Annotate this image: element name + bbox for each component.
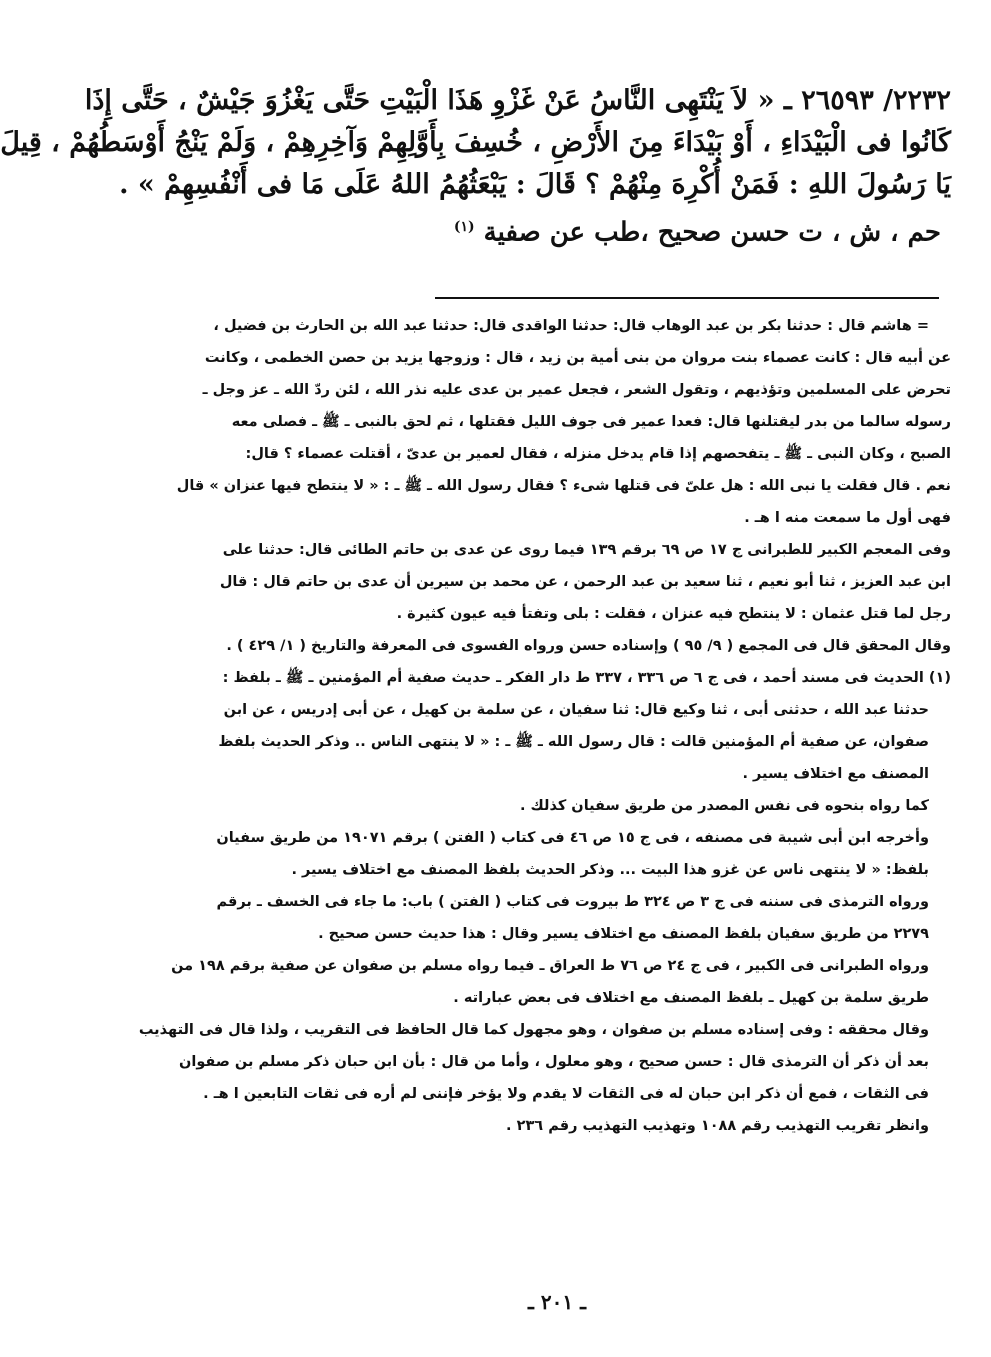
hadith-line: يَا رَسُولَ اللهِ : فَمَنْ أُكْرِهَ مِنْهُمْ ؟ قَالَ : يَبْعَثُهُمُ اللهُ عَلَى مَا فى أَنْفُسِهِمْ » . [119, 169, 951, 200]
footnote-line: ورواه الطبرانى فى الكبير ، فى ج ٢٤ ص ٧٦ ط العراق ـ فيما رواه مسلم بن صفوان عن صفية برقم ١٩٨ من [171, 958, 929, 974]
footnote-line: رجل لما قتل عثمان : لا ينتطح فيه عنزان ، فقلت : بلى وتفتأ فيه عيون كثيرة . [396, 606, 951, 622]
footnote-line: ٢٢٧٩ من طريق سفيان بلفظ المصنف مع اختلاف يسير وقال : هذا حديث حسن صحيح . [318, 926, 929, 942]
footnote-line: الصبح ، وكان النبى ـ ﷺ ـ يتفحصهم إذا قام يدخل منزله ، فقال لعمير بن عدىّ ، أقتلت عصماء ؟ قال: [245, 446, 951, 462]
hadith-source [161, 206, 951, 254]
footnote-line: وقال محققه : وفى إسناده مسلم بن صفوان ، وهو مجهول كما قال الحافظ فى التقريب ، ولذا قال فى التهذيب [138, 1022, 929, 1038]
footnote-line: = هاشم قال : حدثنا بكر بن عبد الوهاب قال: حدثنا الواقدى قال: حدثنا عبد الله بن الحارث بن فضيل ، [213, 318, 929, 334]
page-number: ـ ٢٠١ ـ [528, 1290, 586, 1314]
footnote-line: ابن عبد العزيز ، ثنا أبو نعيم ، ثنا سعيد بن عبد الرحمن ، عن محمد بن سيرين أن عدى بن حاتم قال : قال [219, 574, 951, 590]
footnote-line: طريق سلمة بن كهيل ـ بلفظ المصنف مع اختلاف فى بعض عباراته . [453, 990, 929, 1006]
footnote-line: بلفظ: « لا ينتهى ناس عن غزو هذا البيت ... وذكر الحديث بلفظ المصنف مع اختلاف يسير . [291, 862, 929, 878]
footnote-line: المصنف مع اختلاف يسير . [742, 766, 929, 782]
footnote-line: وأخرجه ابن أبى شيبة فى مصنفه ، فى ج ١٥ ص ٤٦ فى كتاب ( الفتن ) برقم ١٩٠٧١ من طريق سفيان [216, 830, 929, 846]
footnote-divider [435, 297, 939, 299]
footnote-line: نعم . قال فقلت يا نبى الله : هل علىّ فى قتلها شىء ؟ فقال رسول الله ـ ﷺ ـ : « لا ينتطح فيها عنزان » قال [176, 478, 951, 494]
footnote-line: فهى أول ما سمعت منه ا هـ . [744, 510, 951, 526]
footnote-line: (١) الحديث فى مسند أحمد ، فى ج ٦ ص ٣٣٦ ، ٣٣٧ ط دار الفكر ـ حديث صفية أم المؤمنين ـ ﷺ ـ بلفظ : [222, 670, 951, 686]
footnote-line: تحرض على المسلمين وتؤذيهم ، وتقول الشعر ، فجعل عمير بن عدى عليه نذر الله ، لئن ردّ الله ـ عز وجل ـ [202, 382, 951, 398]
footnote-line: عن أبيه قال : كانت عصماء بنت مروان من بنى أمية بن زيد ، قال : وزوجها يزيد بن حصن الخطمى ، وكانت [204, 350, 951, 366]
footnotes-section [138, 310, 951, 1142]
footnote-line: حدثنا عبد الله ، حدثنى أبى ، ثنا وكيع قال: ثنا سفيان ، عن سلمة بن كهيل ، عن أبى إدريس ، عن ابن [223, 702, 929, 718]
footnote-line: كما رواه بنحوه فى نفس المصدر من طريق سفيان كذلك . [519, 798, 929, 814]
footnote-line: وفى المعجم الكبير للطبرانى ج ١٧ ص ٦٩ برقم ١٣٩ فيما روى عن عدى بن حاتم الطائى قال: حدثنا على [222, 542, 951, 558]
footnote-line: وقال المحقق قال فى المجمع ( ٩/ ٩٥ ) وإسناده حسن ورواه الفسوى فى المعرفة والتاريخ ( ١/ ٤٢٩ ) . [226, 638, 951, 654]
footnote-line: بعد أن ذكر أن الترمذى قال : حسن صحيح ، وهو معلول ، وأما من قال : بأن ابن حبان ذكر مسلم بن صفوان [179, 1054, 929, 1070]
hadith-text [0, 80, 951, 254]
footnote-line: رسوله سالما من بدر ليقتلنها قال: فعدا عمير فى جوف الليل فقتلها ، ثم لحق بالنبى ـ ﷺ ـ فصلى معه [231, 414, 951, 430]
hadith-line: كَانُوا فى الْبَيْدَاءِ ، أَوْ بَيْدَاءَ مِنَ الأَرْضِ ، خُسِفَ بِأَوَّلِهِمْ وَآخِرِهِمْ ، وَلَمْ يَنْجُ أَوْسَطُهُمْ ، قِيلَ [0, 127, 951, 158]
footnote-line: وانظر تقريب التهذيب رقم ١٠٨٨ وتهذيب التهذيب رقم ٢٣٦ . [506, 1118, 929, 1134]
footnote-line: صفوان، عن صفية أم المؤمنين قالت : قال رسول الله ـ ﷺ ـ : « لا ينتهى الناس .. وذكر الحديث بلفظ [218, 734, 929, 750]
footnote-line: فى الثقات ، فمع أن ذكر ابن حبان له فى الثقات لا يقدم ولا يؤخر فإننى لم أره فى ثقات التابعين ا هـ . [203, 1086, 929, 1102]
hadith-line: ٢٢٣٢/ ٢٦٥٩٣ ـ « لاَ يَنْتَهِى النَّاسُ عَنْ غَزْوِ هَذَا الْبَيْتِ حَتَّى يَغْزُوَ جَيْشٌ ، حَتَّى إِذَا [84, 85, 951, 116]
source-text: حم ، ش ، ت حسن صحيح ،طب عن صفية [483, 217, 941, 248]
footnote-line: ورواه الترمذى فى سننه فى ج ٣ ص ٣٢٤ ط بيروت فى كتاب ( الفتن ) باب: ما جاء فى الخسف ـ برقم [216, 894, 929, 910]
footnote-reference: (١) [453, 219, 475, 235]
